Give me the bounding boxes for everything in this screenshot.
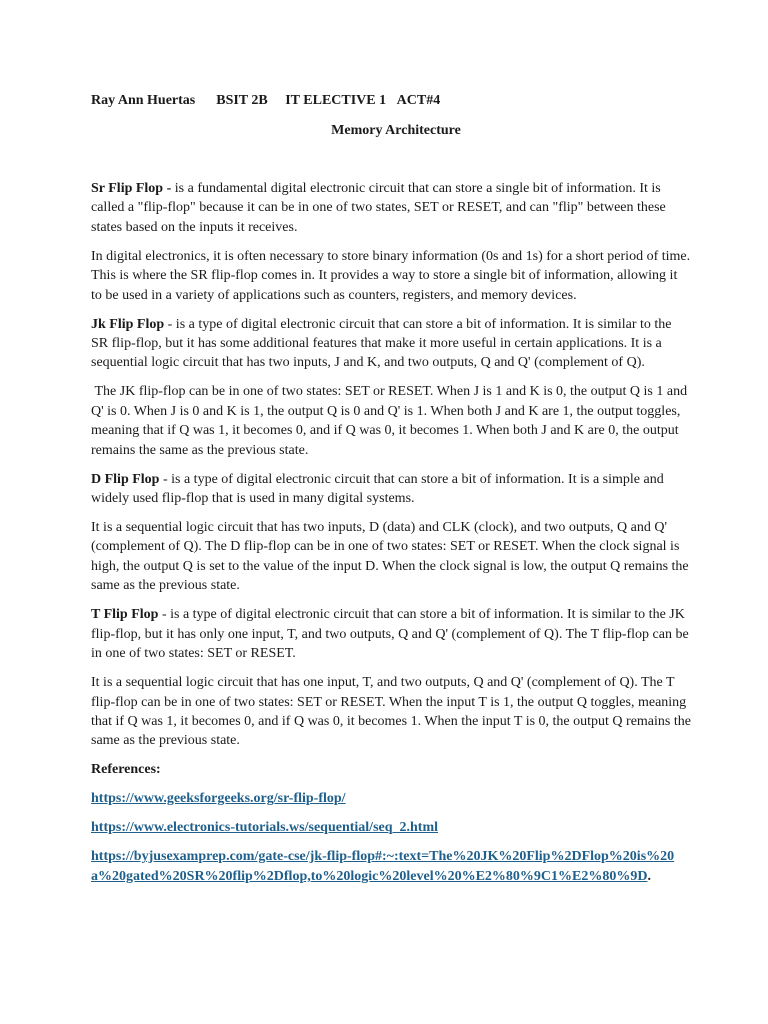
- document-body: [91, 179, 691, 896]
- jk-definition: - is a type of digital electronic circuit that can store a bit of information. It is similar to the SR flip-flop, but it has some additional features that make it more useful in certain applications. It is a sequential logic circuit that has two inputs, J and K, and two outputs, Q and Q' (complement of Q).: [91, 316, 672, 371]
- sr-term: Sr Flip Flop -: [91, 181, 172, 196]
- document-title: Memory Architecture: [331, 123, 461, 138]
- jk-term: Jk Flip Flop: [91, 316, 165, 332]
- d-paragraph-1: [91, 470, 691, 509]
- reference-link-3[interactable]: https://byjusexamprep.com/gate-cse/jk-flip-flop#:~:text=The%20JK%20Flip%2DFlop%20is%20a%20gated%20SR%20flip%2Dflop,to%20logic%20level%20%E2%80%9C1%E2%80%9D: [91, 849, 675, 884]
- t-term: T Flip Flop: [91, 607, 159, 623]
- sr-definition: is a fundamental digital electronic circuit that can store a single bit of information. It is called a "flip-flop" because it can be in one of two states, SET or RESET, and can "flip" between these states based on the inputs it receives.: [91, 181, 666, 235]
- reference-item-3: [91, 847, 691, 886]
- reference-link-1[interactable]: https://www.geeksforgeeks.org/sr-flip-flop/: [91, 791, 346, 807]
- jk-paragraph-2: The JK flip-flop can be in one of two states: SET or RESET. When J is 1 and K is 0, the output Q is 1 and Q' is 0. When J is 0 and K is 1, the output Q is 0 and Q' is 1. When both J and K are 1, the output toggles, meaning that if Q was 1, it becomes 0, and if Q was 0, it becomes 1. When both J and K are 0, the output remains the same as the previous state.: [91, 384, 691, 458]
- header-line: [91, 92, 440, 110]
- sr-paragraph-1: [91, 179, 691, 237]
- d-term: D Flip Flop: [91, 471, 160, 487]
- t-definition: - is a type of digital electronic circuit that can store a bit of information. It is similar to the JK flip-flop, but it has only one input, T, and two outputs, Q and Q' (complement of Q). The T flip-flop can be in one of two states: SET or RESET.: [91, 607, 689, 662]
- d-paragraph-2: It is a sequential logic circuit that has two inputs, D (data) and CLK (clock), and two outputs, Q and Q' (complement of Q). The D flip-flop can be in one of two states: SET or RESET. When the clock signal is high, the output Q is set to the value of the input D. When the clock signal is low, the output Q remains the same as the previous state.: [91, 520, 689, 594]
- student-name: Ray Ann Huertas: [91, 93, 196, 108]
- t-paragraph-1: [91, 605, 691, 663]
- references-heading: References:: [91, 762, 161, 778]
- t-paragraph-2: It is a sequential logic circuit that has one input, T, and two outputs, Q and Q' (complement of Q). The T flip-flop can be in one of two states: SET or RESET. When the input T is 1, the output Q toggles, meaning that if Q was 1, it becomes 0, and if Q was 0, it becomes 1. When the input T is 0, the output Q remains the same as the previous state.: [91, 675, 691, 749]
- reference-item-2: [91, 818, 691, 837]
- jk-paragraph-1: [91, 315, 691, 373]
- course-name: IT ELECTIVE 1: [285, 93, 387, 108]
- reference-item-1: [91, 789, 691, 808]
- student-section: BSIT 2B: [216, 93, 268, 108]
- reference-link-2[interactable]: https://www.electronics-tutorials.ws/sequential/seq_2.html: [91, 820, 439, 836]
- sr-paragraph-2: In digital electronics, it is often necessary to store binary information (0s and 1s) for a short period of time. This is where the SR flip-flop comes in. It provides a way to store a single bit of information, allowing it to be used in a variety of applications such as counters, registers, and memory devices.: [91, 248, 691, 303]
- reference-3-period: .: [647, 868, 651, 884]
- d-definition: - is a type of digital electronic circuit that can store a bit of information. It is a simple and widely used flip-flop that is used in many digital systems.: [91, 471, 664, 507]
- activity-number: ACT#4: [396, 93, 441, 108]
